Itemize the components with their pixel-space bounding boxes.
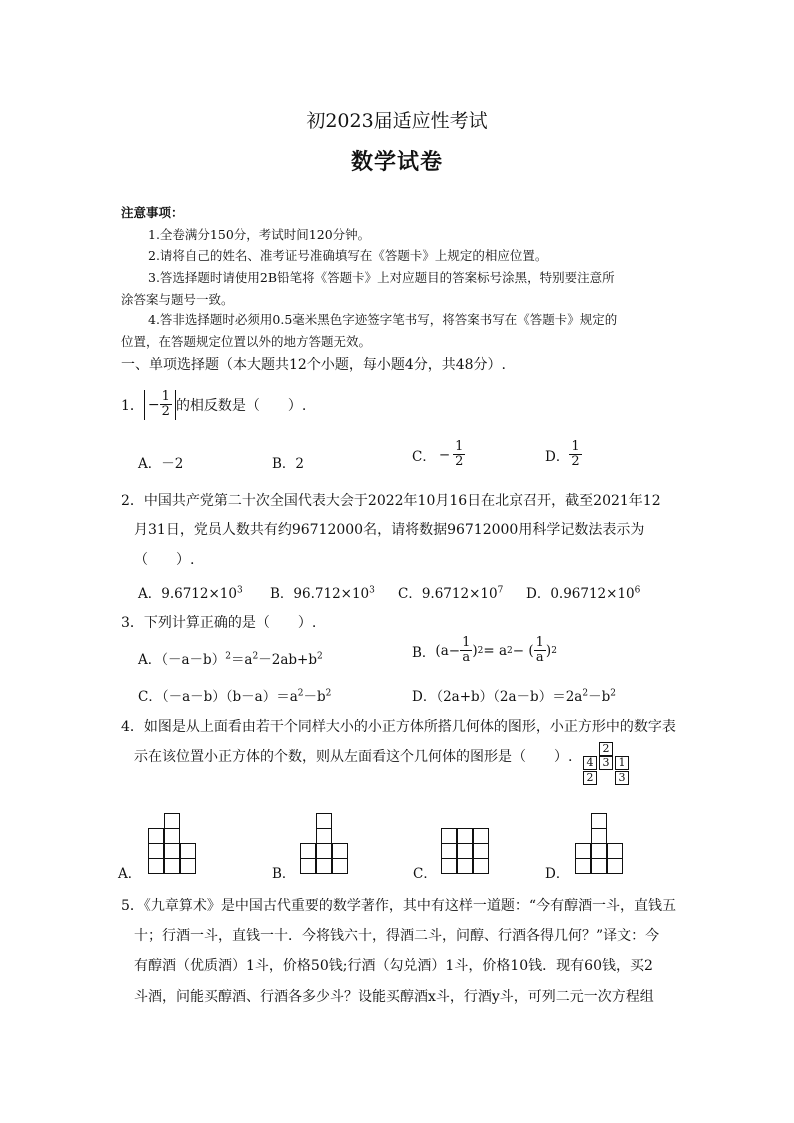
option-c: C． − $\frac{1}{2}$ [412, 439, 464, 470]
section-heading: 一、单项选择题（本大题共12个小题，每小题4分，共48分）. [121, 357, 506, 373]
notes-heading: 注意事项： [121, 205, 184, 220]
q5-line-4: 斗酒，问能买醇酒、行酒各多少斗？设能买醇酒x斗，行酒y斗，可列二元一次方程组 [134, 989, 654, 1005]
option-b: B．$96.712\times 10^3$ [270, 585, 375, 602]
option-a: A．$(-a-b)^2=a^2-2ab+b^2$ [138, 651, 323, 668]
exam-title: 初2023届适应性考试 [306, 110, 488, 132]
q2-line-2: 月31日，党员人数共有约96712000名，请将数据96712000用科学记数法表示为 [134, 522, 645, 538]
top-view-figure [583, 742, 631, 788]
question-text: 的相反数是（ ）. [175, 397, 307, 414]
option-a: A．－2 [138, 456, 184, 472]
fraction: $\frac{1}{2}$ [571, 439, 580, 470]
option-c: C．$9.6712\times 10^7$ [398, 585, 504, 602]
option-b: B． (a− $\frac{1}{a}$ ) 2 = a 2 − ( $\frac{1}{a}$ ) 2 [412, 635, 557, 666]
option-c-label: C． [413, 866, 437, 882]
option-d: D．$0.96712\times 10^6$ [526, 585, 641, 602]
fraction: $\frac{1}{2}$ [455, 439, 464, 470]
absolute-value [144, 390, 176, 420]
fraction: $\frac{1}{a}$ [535, 635, 544, 666]
option-a-label: A． [118, 866, 142, 882]
option-b: B．2 [272, 456, 305, 472]
note-item-4-cont: 位置，在答题规定位置以外的地方答题无效。 [121, 334, 372, 349]
q2-line-1: 2．中国共产党第二十次全国代表大会于2022年10月16日在北京召开，截至2021年12 [121, 493, 661, 509]
note-item-3: 3.答选择题时请使用2B铅笔将《答题卡》上对应题目的答案标号涂黑，特别要注意所 [148, 270, 615, 285]
top-view-cell: 3 [599, 756, 613, 770]
option-c: C．$(-a-b)(b-a)=a^2-b^2$ [138, 688, 332, 705]
minus-sign: − [147, 396, 160, 413]
top-view-cell: 3 [615, 771, 629, 785]
q5-line-3: 有醇酒（优质酒）1斗，价格50钱;行酒（勾兑酒）1斗，价格10钱．现有60钱，买2 [134, 958, 653, 974]
option-d: D．$(2a+b)(2a-b)=2a^2-b^2$ [412, 688, 616, 705]
minus-sign: − [438, 446, 451, 463]
question-1 [121, 390, 306, 420]
q5-line-1: 5．《九章算术》是中国古代重要的数学著作，其中有这样一道题：“今有醇酒一斗，直钱五 [121, 898, 677, 914]
fraction: $\frac{1}{2}$ [161, 389, 170, 420]
option-d-label: D． [545, 866, 570, 882]
q5-line-2: 十；行酒一斗，直钱一十．今将钱六十，得酒二斗，问醇、行酒各得几何？”译文：今 [134, 928, 660, 944]
q2-line-3: （ ）. [134, 552, 195, 568]
top-view-cell: 4 [583, 756, 597, 770]
fraction: $\frac{1}{a}$ [462, 635, 471, 666]
question-number: 1． [121, 397, 144, 414]
option-a: A．$9.6712\times 10^3$ [138, 585, 243, 602]
note-item-3-cont: 涂答案与题号一致。 [121, 292, 234, 307]
q4-line-2: 示在该位置小正方体的个数，则从左面看这个几何体的图形是（ ）. [134, 749, 573, 765]
note-item-1: 1.全卷满分150分，考试时间120分钟。 [148, 227, 371, 242]
option-b-label: B． [272, 866, 296, 882]
q4-line-1: 4．如图是从上面看由若干个同样大小的小正方体所搭几何体的图形，小正方形中的数字表 [121, 719, 676, 735]
note-item-4: 4.答非选择题时必须用0.5毫米黑色字迹签字笔书写，将答案书写在《答题卡》规定的 [148, 312, 618, 327]
q3-line-1: 3．下列计算正确的是（ ）. [121, 615, 317, 631]
top-view-cell: 1 [615, 756, 629, 770]
paper-subtitle: 数学试卷 [350, 150, 443, 175]
top-view-cell: 2 [599, 742, 613, 756]
option-d: D． $\frac{1}{2}$ [545, 439, 580, 470]
note-item-2: 2.请将自己的姓名、准考证号准确填写在《答题卡》上规定的相应位置。 [148, 248, 548, 263]
top-view-cell: 2 [583, 771, 597, 785]
